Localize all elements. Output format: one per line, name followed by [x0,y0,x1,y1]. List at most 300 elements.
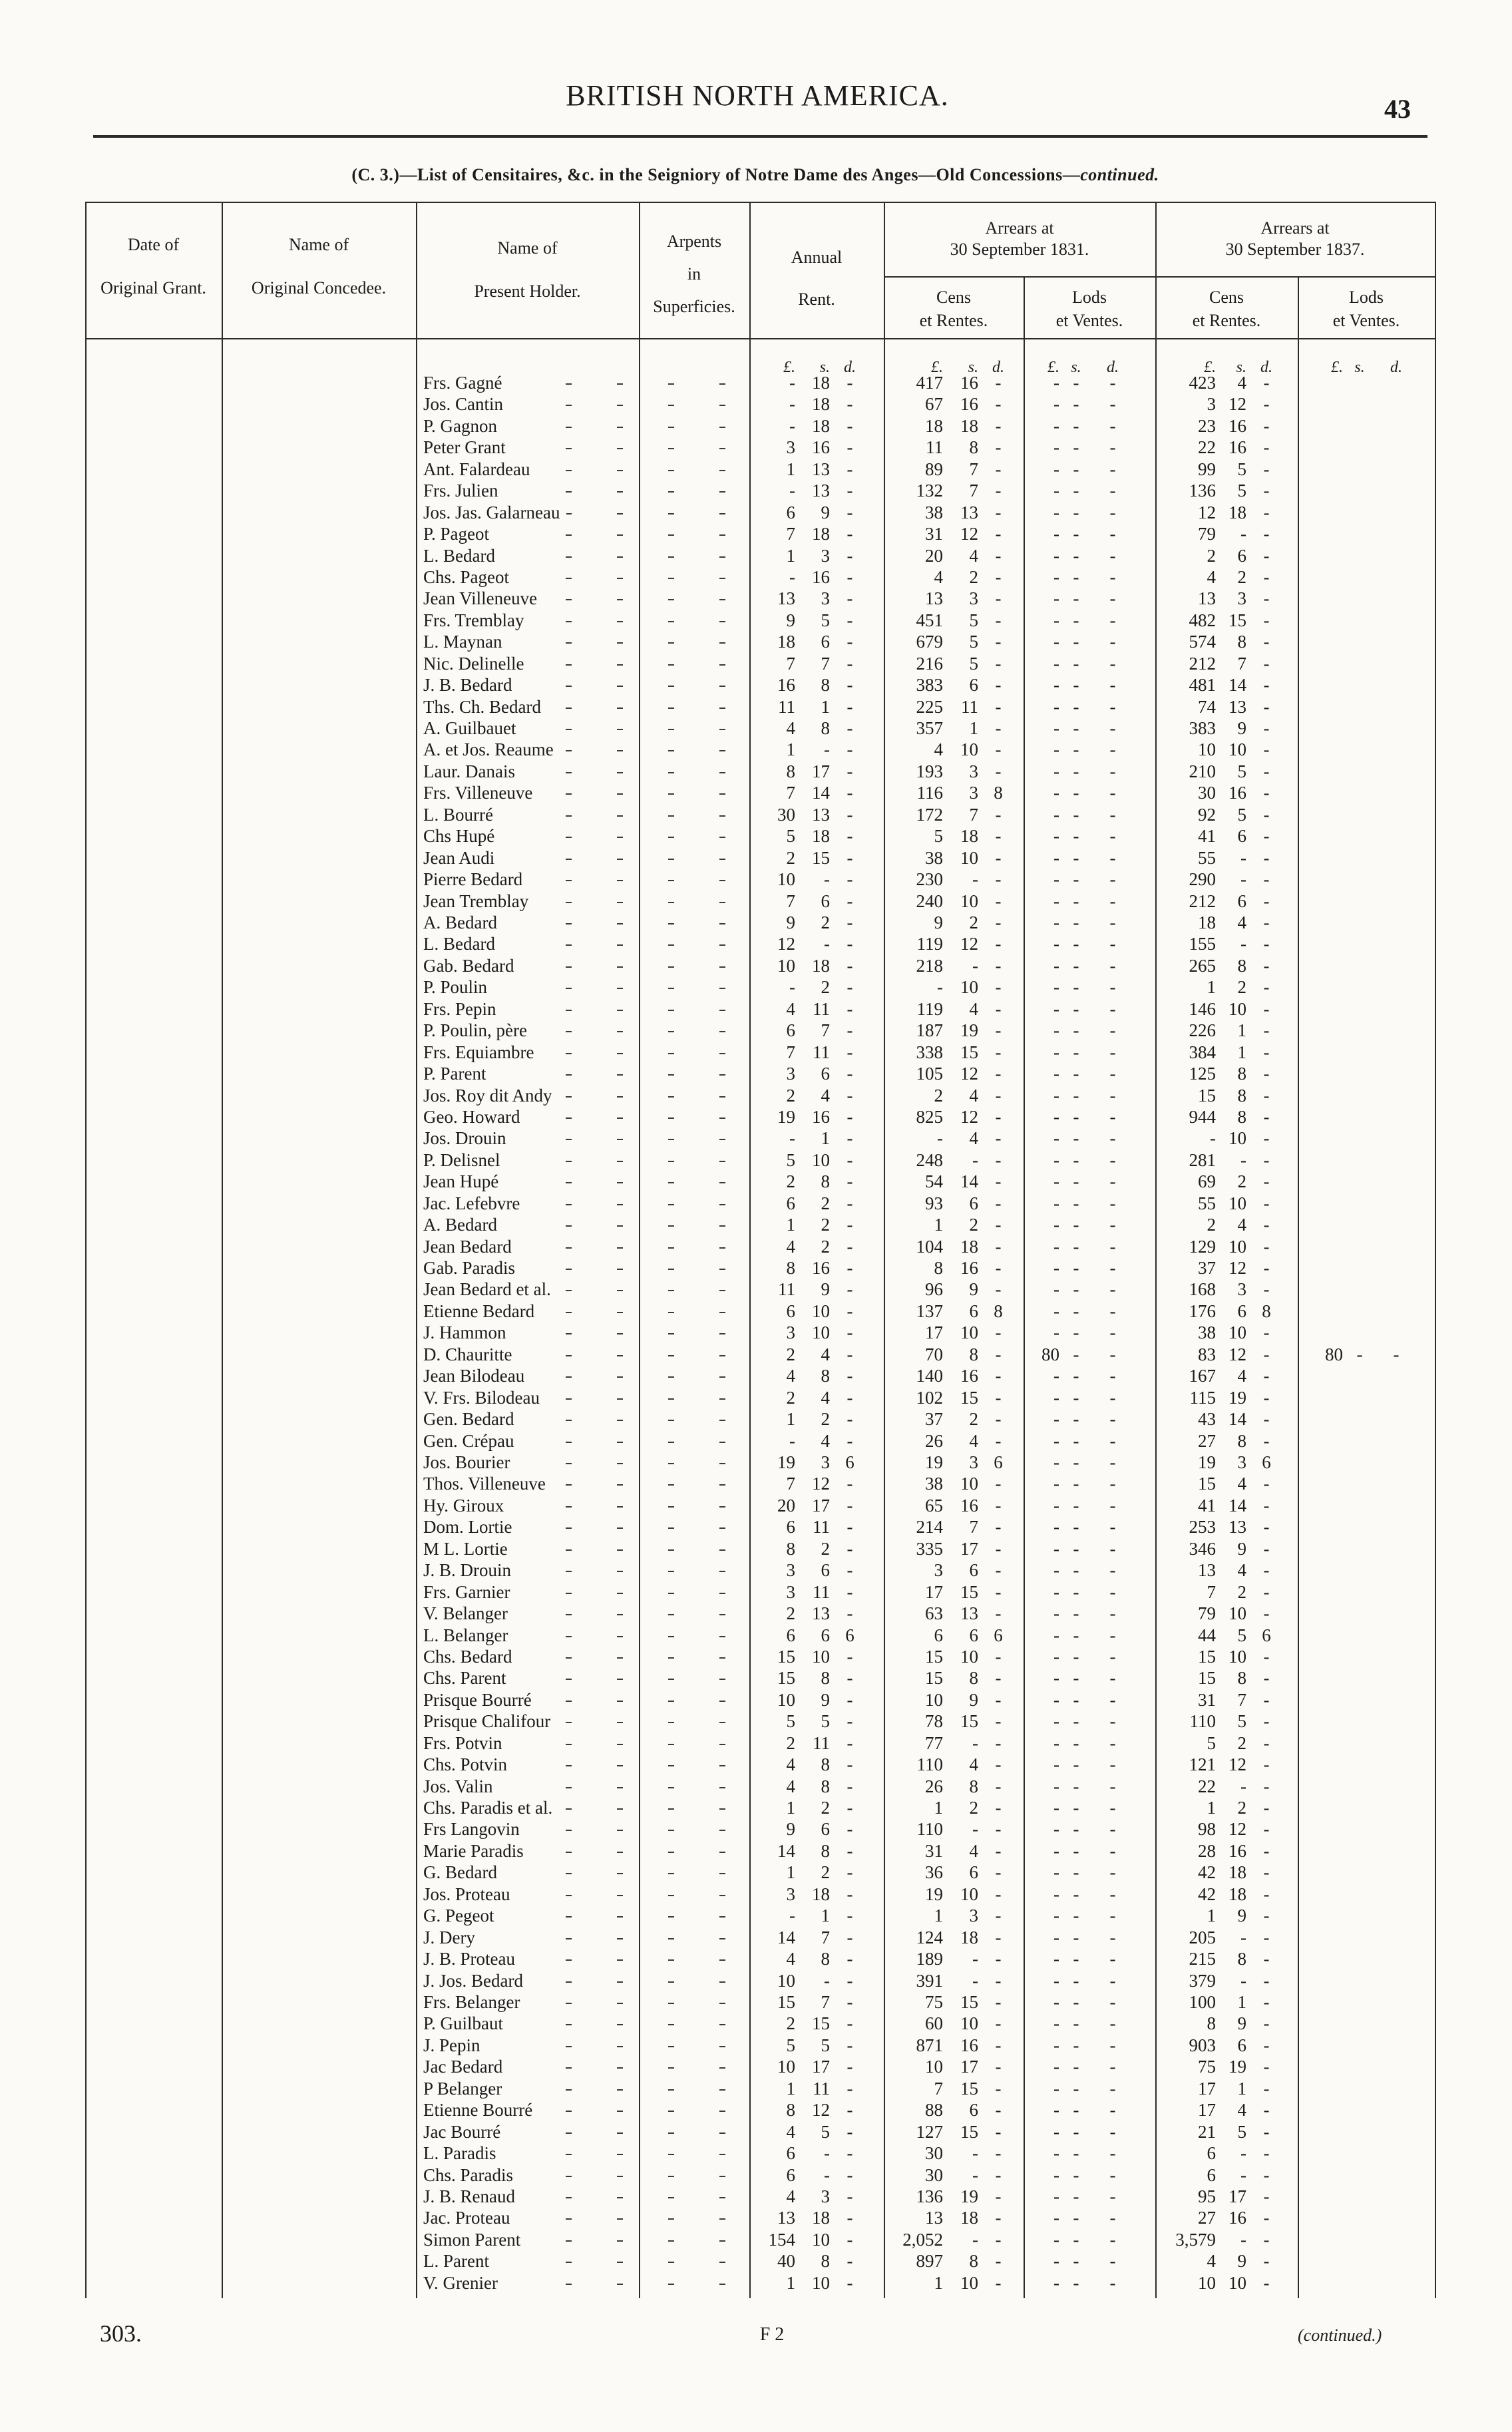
cens-et-rentes-1831-pounds: 338 [916,1042,943,1062]
cens-et-rentes-1837-shillings: 4 [1237,1215,1246,1235]
cens-et-rentes-1837 [1161,1797,1286,1818]
annual-rent [752,2272,870,2294]
table-row [0,1042,1512,1063]
cens-et-rentes-1837-pounds: 2 [1207,545,1216,566]
cens-et-rentes-1837-shillings: - [1240,1776,1246,1796]
table-row [0,2142,1512,2164]
cens-et-rentes-1837 [1161,696,1286,717]
annual-rent-shillings: - [824,1970,830,1991]
lods-et-ventes-1831-pounds: - [1053,1171,1059,1192]
cens-et-rentes-1837-pence: - [1263,1646,1270,1667]
cens-et-rentes-1831-shillings: 10 [960,739,978,760]
cens-et-rentes-1837-pence: - [1263,524,1270,544]
lods-et-ventes-1831-pence: - [1109,632,1116,652]
cens-et-rentes-1831-pence: - [995,1927,1002,1947]
cens-et-rentes-1831 [892,480,1018,501]
present-holder: Frs. Gagné [423,372,508,393]
lods-et-ventes-1831-pence: - [1109,1840,1116,1861]
lods-et-ventes-1831-pence: - [1109,1236,1116,1257]
lods-et-ventes-1831-pence: - [1109,1819,1116,1840]
annual-rent-pence: - [847,1301,853,1321]
annual-rent-pence: - [847,1193,853,1213]
lods-et-ventes-1831-pence: - [1109,998,1116,1019]
cens-et-rentes-1831-pounds: 4 [934,739,943,760]
annual-rent-pence: - [847,588,853,609]
present-holder: Frs. Equiambre [423,1042,540,1063]
table-row [0,1171,1512,1192]
leader-dashes [566,470,729,471]
cens-et-rentes-1831-shillings: 12 [960,1106,978,1127]
annual-rent-pounds: 40 [777,2251,795,2272]
cens-et-rentes-1831-shillings: 10 [960,1646,978,1667]
cens-et-rentes-1831-pounds: 15 [925,1668,943,1689]
lods-et-ventes-1831-pence-units: d. [1107,359,1119,376]
cens-et-rentes-1831-shillings: 12 [960,1064,978,1084]
cens-et-rentes-1837 [1161,933,1286,954]
annual-rent-pence: - [847,502,853,522]
present-holder: D. Chauritte [423,1344,518,1365]
cens-et-rentes-1837-shillings: 5 [1237,2121,1246,2142]
lods-et-ventes-1831-pounds: - [1053,1495,1059,1516]
cens-et-rentes-1831-shillings: 16 [960,1495,978,1516]
cens-et-rentes-1837-shillings: 8 [1237,1064,1246,1084]
annual-rent-pence: - [847,1128,853,1149]
cens-et-rentes-1831 [892,1430,1018,1452]
table-row [0,1387,1512,1408]
leader-dashes [566,1614,729,1615]
annual-rent-shillings: 8 [821,1668,830,1689]
cens-et-rentes-1837-shillings: 4 [1237,1560,1246,1581]
cens-et-rentes-1831 [892,1991,1018,2013]
cens-et-rentes-1831-pounds: 230 [916,869,943,890]
lods-et-ventes-1831-pence: - [1109,1279,1116,1300]
leader-dashes [566,1808,729,1810]
cens-et-rentes-1837-shillings: - [1240,1970,1246,1991]
cens-et-rentes-1831 [892,1106,1018,1127]
leader-dashes [566,1333,729,1334]
table-row [0,912,1512,933]
annual-rent-pounds: 8 [786,761,795,781]
annual-rent-pence: - [847,1646,853,1667]
cens-et-rentes-1831-shillings: 15 [960,1387,978,1408]
cens-et-rentes-1831 [892,1452,1018,1473]
lods-et-ventes-1831-pounds: - [1053,2208,1059,2228]
lods-et-ventes-1831-pence: - [1109,1949,1116,1969]
cens-et-rentes-1837 [1161,653,1286,674]
annual-rent [752,415,870,437]
lods-et-ventes-1831 [1025,1322,1133,1343]
annual-rent-pounds: - [789,566,795,587]
cens-et-rentes-1831-pence: - [995,1732,1002,1753]
footer-signature: 303. [100,2320,142,2347]
cens-et-rentes-1831-pence: - [995,394,1002,415]
cens-et-rentes-1837 [1161,1408,1286,1430]
cens-et-rentes-1831-pence-units: d. [992,359,1004,376]
cens-et-rentes-1837-pounds: 44 [1198,1625,1216,1645]
cens-et-rentes-1831-shillings: 16 [960,1258,978,1279]
cens-et-rentes-1831-pence: - [995,696,1002,717]
leader-dashes [566,1959,729,1961]
table-row [0,1538,1512,1559]
cens-et-rentes-1831-shillings: 18 [960,2208,978,2228]
lods-et-ventes-1831-pence: - [1109,2251,1116,2272]
cens-et-rentes-1831-pence: - [995,524,1002,544]
cens-et-rentes-1837 [1161,1538,1286,1559]
lods-et-ventes-1831-shillings: - [1073,2186,1079,2206]
annual-rent-shillings: 15 [812,2013,830,2034]
annual-rent-shillings: 10 [812,2272,830,2293]
annual-rent [752,2013,870,2034]
cens-et-rentes-1837-pounds: 74 [1198,696,1216,717]
lods-et-ventes-1831-pounds: - [1053,1906,1059,1926]
cens-et-rentes-1831-shillings: 15 [960,1042,978,1062]
annual-rent [752,1193,870,1214]
lods-et-ventes-1831-shillings: - [1073,977,1079,998]
cens-et-rentes-1831 [892,1149,1018,1171]
cens-et-rentes-1831-pounds: 104 [916,1236,943,1257]
annual-rent-shillings: 6 [821,1819,830,1840]
annual-rent [752,1149,870,1171]
cens-et-rentes-1831-pounds: 20 [925,545,943,566]
lods-et-ventes-1831 [1025,739,1133,760]
cens-et-rentes-1831-pence: - [995,1387,1002,1408]
cens-et-rentes-1837-pence: - [1263,1798,1270,1818]
annual-rent [752,933,870,954]
lods-et-ventes-1831-pounds: - [1053,1042,1059,1062]
cens-et-rentes-1837-pounds: - [1210,1128,1216,1149]
present-holder: J. B. Renaud [423,2186,522,2207]
lods-et-ventes-1831 [1025,566,1133,588]
cens-et-rentes-1831-shillings: 8 [969,1668,978,1689]
cens-et-rentes-1831 [892,2056,1018,2077]
lods-et-ventes-1831-shillings: - [1073,610,1079,630]
annual-rent-shillings: - [824,2143,830,2164]
lods-et-ventes-1831 [1025,2035,1133,2056]
annual-rent-pounds: 5 [786,2035,795,2055]
lods-et-ventes-1831-shillings: - [1073,804,1079,825]
cens-et-rentes-1837-pence: - [1263,1279,1270,1300]
lods-et-ventes-1831 [1025,1279,1133,1300]
footer-sheet-mark: F 2 [759,2324,785,2345]
annual-rent-pence: - [847,610,853,630]
cens-et-rentes-1831 [892,631,1018,652]
annual-rent [752,761,870,782]
header-lods-1837-line2: et Ventes. [1332,311,1400,330]
annual-rent-pounds: 8 [786,1538,795,1559]
table-row [0,2078,1512,2099]
lods-et-ventes-1831-pence: - [1109,2100,1116,2121]
cens-et-rentes-1831-shillings: 6 [969,1862,978,1883]
cens-et-rentes-1831-shillings: 8 [969,1344,978,1364]
lods-et-ventes-1831-shillings: - [1073,437,1079,458]
annual-rent-shillings: 10 [812,2229,830,2250]
cens-et-rentes-1831-shillings: 3 [969,1906,978,1926]
cens-et-rentes-1831-shillings: - [972,869,978,890]
present-holder: Frs. Pepin [423,998,503,1020]
lods-et-ventes-1831-shillings: - [1073,696,1079,717]
annual-rent [752,1344,870,1365]
annual-rent-pounds: - [789,394,795,415]
lods-et-ventes-1831-pounds: - [1053,588,1059,609]
cens-et-rentes-1837 [1161,976,1286,998]
annual-rent-pence: - [847,653,853,674]
lods-et-ventes-1831 [1025,1646,1133,1667]
lods-et-ventes-1831 [1025,588,1133,609]
cens-et-rentes-1831-shillings: 9 [969,1689,978,1710]
cens-et-rentes-1837-pence: - [1263,1387,1270,1408]
lods-et-ventes-1831-pence: - [1109,934,1116,954]
lods-et-ventes-1831-pounds: - [1053,675,1059,696]
table-row [0,1667,1512,1689]
cens-et-rentes-1837 [1161,739,1286,760]
lods-et-ventes-1831-pounds: 80 [1041,1344,1059,1364]
annual-rent-pence: - [847,1711,853,1732]
cens-et-rentes-1837-pounds: 481 [1189,675,1216,696]
lods-et-ventes-1831-pounds: - [1053,2251,1059,2272]
annual-rent-shillings: 16 [812,437,830,458]
cens-et-rentes-1837 [1161,1365,1286,1386]
cens-et-rentes-1831 [892,674,1018,696]
cens-et-rentes-1837 [1161,1127,1286,1149]
lods-et-ventes-1831-pounds: - [1053,2186,1059,2206]
cens-et-rentes-1837-pounds: 15 [1198,1085,1216,1106]
cens-et-rentes-1837-pounds: 17 [1198,2078,1216,2099]
cens-et-rentes-1837 [1161,1840,1286,1862]
header-date-line2: Original Grant. [100,278,206,298]
cens-et-rentes-1831 [892,1970,1018,1991]
cens-et-rentes-1831 [892,1387,1018,1408]
lods-et-ventes-1831-shillings: - [1073,2057,1079,2077]
cens-et-rentes-1837-pence: - [1263,1538,1270,1559]
annual-rent-pence: - [847,934,853,954]
annual-rent-shillings: 18 [812,955,830,976]
annual-rent-pence: - [847,761,853,781]
annual-rent [752,1214,870,1235]
present-holder: Frs. Julien [423,480,505,501]
cens-et-rentes-1831 [892,2207,1018,2228]
cens-et-rentes-1831 [892,1754,1018,1775]
cens-et-rentes-1837-pence: - [1263,847,1270,868]
cens-et-rentes-1831 [892,1516,1018,1537]
annual-rent-shillings: 1 [821,1906,830,1926]
cens-et-rentes-1837-shillings: 5 [1237,761,1246,781]
leader-dashes [566,621,729,622]
cens-et-rentes-1831 [892,2250,1018,2272]
lods-et-ventes-1831 [1025,2164,1133,2186]
lods-et-ventes-1837-pounds: 80 [1325,1344,1343,1364]
lods-et-ventes-1831 [1025,891,1133,912]
annual-rent [752,610,870,631]
annual-rent-pence: - [847,977,853,998]
header-rent-line2: Rent. [798,290,835,309]
lods-et-ventes-1831-pounds: - [1053,1193,1059,1213]
annual-rent-pounds: 15 [777,1668,795,1689]
cens-et-rentes-1837-pence: - [1263,1560,1270,1581]
lods-et-ventes-1831-pounds: - [1053,1149,1059,1170]
annual-rent-shillings: 11 [813,1732,830,1753]
cens-et-rentes-1831-shillings: 16 [960,2035,978,2055]
lods-et-ventes-1831-pounds: - [1053,2057,1059,2077]
lods-et-ventes-1831-pounds: - [1053,1322,1059,1343]
footer-continued: (continued.) [1298,2326,1382,2345]
leader-dashes [566,1182,729,1183]
lods-et-ventes-1831-pounds: - [1053,1992,1059,2012]
lods-et-ventes-1831-pounds: - [1053,912,1059,932]
annual-rent-pounds: 2 [786,1344,795,1364]
table-row [0,1818,1512,1840]
annual-rent-pounds: 6 [786,1625,795,1645]
header-arrears-1831-line1: Arrears at [985,218,1054,238]
lods-et-ventes-1831-shillings: - [1073,588,1079,609]
annual-rent-shillings: 15 [812,847,830,868]
cens-et-rentes-1837-pence: - [1263,2013,1270,2034]
annual-rent-pence: - [847,1064,853,1084]
cens-et-rentes-1831-pence: - [995,459,1002,479]
lods-et-ventes-1831-shillings: - [1073,2078,1079,2099]
annual-rent-shillings: 12 [812,1474,830,1494]
cens-et-rentes-1837-shillings: 1 [1237,2078,1246,2099]
cens-et-rentes-1831 [892,545,1018,566]
present-holder: G. Pegeot [423,1905,500,1926]
annual-rent-shillings: 6 [821,632,830,652]
annual-rent-pounds: 20 [777,1495,795,1516]
cens-et-rentes-1837-shillings: 8 [1237,1949,1246,1969]
cens-et-rentes-1831-shillings: 18 [960,1236,978,1257]
cens-et-rentes-1837 [1161,1042,1286,1063]
lods-et-ventes-1831-pounds: - [1053,2272,1059,2293]
lods-et-ventes-1831-shillings: - [1073,1776,1079,1796]
present-holder: Jac Bourré [423,2121,507,2142]
cens-et-rentes-1837-pence: - [1263,1819,1270,1840]
cens-et-rentes-1831-shillings: 15 [960,2121,978,2142]
lods-et-ventes-1831-pounds: - [1053,1020,1059,1041]
annual-rent-pence: - [847,1906,853,1926]
lods-et-ventes-1831-pounds: - [1053,1215,1059,1235]
lods-et-ventes-1831-shillings: - [1073,2035,1079,2055]
lods-et-ventes-1831 [1025,696,1133,717]
leader-dashes [566,534,729,536]
cens-et-rentes-1837-pounds: 7 [1207,1581,1216,1602]
cens-et-rentes-1837-pence: - [1263,1732,1270,1753]
lods-et-ventes-1831 [1025,1840,1133,1862]
annual-rent-pounds: 2 [786,847,795,868]
lods-et-ventes-1831-shillings: - [1073,632,1079,652]
table-row [0,1840,1512,1862]
cens-et-rentes-1837-pounds: 903 [1189,2035,1216,2055]
cens-et-rentes-1837 [1161,1085,1286,1106]
lods-et-ventes-1831-pence: - [1109,2057,1116,2077]
cens-et-rentes-1831 [892,976,1018,998]
lods-et-ventes-1831-pence: - [1109,1344,1116,1364]
annual-rent [752,1667,870,1689]
present-holder: M L. Lortie [423,1538,514,1559]
table-row [0,1927,1512,1948]
lods-et-ventes-1831-pounds: - [1053,415,1059,436]
cens-et-rentes-1831-pence: - [995,566,1002,587]
cens-et-rentes-1837-pence: - [1263,1366,1270,1386]
annual-rent-pence: - [847,1603,853,1624]
cens-et-rentes-1831-shillings: 16 [960,1366,978,1386]
annual-rent [752,1257,870,1279]
annual-rent [752,1322,870,1343]
cens-et-rentes-1837 [1161,1193,1286,1214]
lods-et-ventes-1831-pounds: - [1053,1603,1059,1624]
annual-rent [752,739,870,760]
cens-et-rentes-1837-pence: - [1263,1430,1270,1451]
lods-et-ventes-1831-pounds: - [1053,1301,1059,1321]
annual-rent-pence: - [847,1840,853,1861]
cens-et-rentes-1837 [1161,1581,1286,1603]
cens-et-rentes-1831-pence: - [995,2143,1002,2164]
cens-et-rentes-1837-pounds: 482 [1189,610,1216,630]
annual-rent-pounds: 4 [786,1236,795,1257]
lods-et-ventes-1831-shillings: - [1073,1517,1079,1537]
lods-et-ventes-1831-pence: - [1109,1193,1116,1213]
lods-et-ventes-1831-shillings: - [1073,1495,1079,1516]
table-row [0,1430,1512,1452]
lods-et-ventes-1831-shillings: - [1073,1732,1079,1753]
cens-et-rentes-1837 [1161,1344,1286,1365]
lods-et-ventes-1831-pence: - [1109,545,1116,566]
lods-et-ventes-1831-pence: - [1109,459,1116,479]
annual-rent-pounds: 7 [786,653,795,674]
cens-et-rentes-1837-pence: - [1263,998,1270,1019]
annual-rent-shillings: - [824,2164,830,2185]
table-row [0,1776,1512,1797]
lods-et-ventes-1831-shillings: - [1073,1754,1079,1775]
cens-et-rentes-1831-pence: - [995,481,1002,501]
present-holder: P. Pageot [423,523,496,544]
header-rent-line1: Annual [791,248,843,267]
annual-rent-pence: - [847,2186,853,2206]
lods-et-ventes-1831 [1025,933,1133,954]
cens-et-rentes-1837-pence: - [1263,934,1270,954]
cens-et-rentes-1831-pence: - [995,2078,1002,2099]
lods-et-ventes-1831-shillings: - [1073,373,1079,393]
cens-et-rentes-1837-shillings: 9 [1237,2251,1246,2272]
cens-et-rentes-1831-shillings: 6 [969,2100,978,2121]
cens-et-rentes-1837-pence: - [1263,2143,1270,2164]
table-row [0,1559,1512,1581]
cens-et-rentes-1831 [892,393,1018,415]
cens-et-rentes-1837 [1161,545,1286,566]
cens-et-rentes-1831-shillings: 15 [960,2078,978,2099]
cens-et-rentes-1837 [1161,1516,1286,1537]
present-holder: P. Poulin [423,976,494,998]
annual-rent-pence: - [847,2164,853,2185]
annual-rent-pence-units: d. [844,359,856,376]
lods-et-ventes-1831-shillings: - [1073,1625,1079,1645]
cens-et-rentes-1831-pence: - [995,2013,1002,2034]
cens-et-rentes-1837-pence: - [1263,2272,1270,2293]
cens-et-rentes-1837-shillings: 16 [1228,415,1246,436]
annual-rent-shillings: 7 [821,653,830,674]
cens-et-rentes-1831 [892,1322,1018,1343]
annual-rent-shillings: 4 [821,1344,830,1364]
cens-et-rentes-1831 [892,2142,1018,2164]
lods-et-ventes-1831-pence: - [1109,1128,1116,1149]
cens-et-rentes-1831-pounds: 30 [925,2143,943,2164]
cens-et-rentes-1837-pence: 8 [1262,1301,1271,1321]
cens-et-rentes-1831-pence: - [995,2164,1002,2185]
cens-et-rentes-1831-pounds: 60 [925,2013,943,2034]
lods-et-ventes-1831-pounds: - [1053,998,1059,1019]
leader-dashes [566,1744,729,1745]
cens-et-rentes-1837-shillings: - [1240,869,1246,890]
cens-et-rentes-1831-shillings: 13 [960,1603,978,1624]
lods-et-ventes-1831-pence: - [1109,1862,1116,1883]
present-holder: Jos. Jas. Galarneau [423,502,566,523]
